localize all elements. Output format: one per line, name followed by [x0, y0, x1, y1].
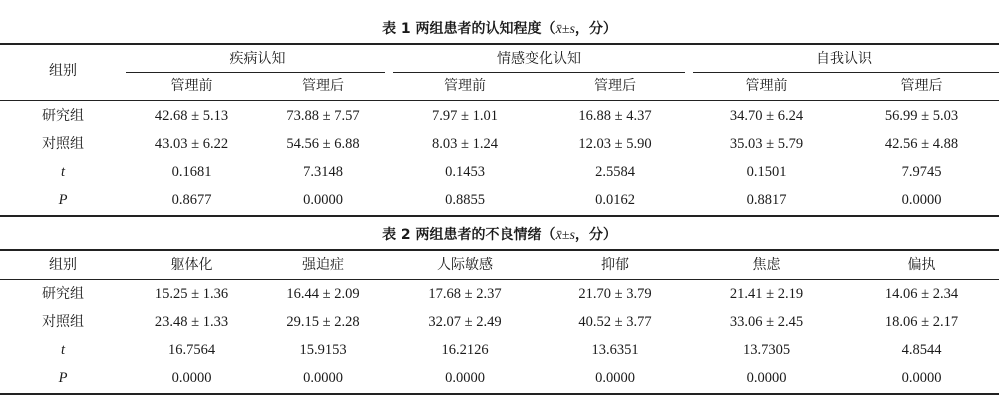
table1-domain-header: 自我认识 — [816, 51, 872, 67]
table2-row-label: 对照组 — [42, 314, 84, 330]
table1-caption-prefix: 表 1 两组患者的认知程度（ — [382, 21, 556, 37]
table1-cell: 56.99 ± 5.03 — [884, 108, 959, 124]
table1-row-label: 研究组 — [42, 108, 84, 124]
table1-domain-header: 情感变化认知 — [497, 51, 581, 67]
table1-cell: 0.0000 — [901, 192, 942, 208]
table1-top-rule — [0, 43, 999, 45]
table2-cell: 13.7305 — [742, 342, 791, 358]
table1-cell: 43.03 ± 6.22 — [154, 136, 229, 152]
table1-cell: 0.0000 — [303, 192, 343, 208]
table2-cell: 4.8544 — [901, 342, 942, 358]
table2-cell: 33.06 ± 2.45 — [729, 314, 804, 330]
table1-cell: 7.97 ± 1.01 — [432, 108, 498, 124]
table2-cell: 15.9153 — [299, 342, 347, 358]
table2-header: 抑郁 — [601, 257, 629, 273]
table2-header-rule — [0, 279, 999, 280]
table1-domain-header: 疾病认知 — [229, 51, 286, 67]
table1-cell: 0.0162 — [595, 192, 635, 208]
table1-cell: 42.68 ± 5.13 — [154, 108, 229, 124]
table2-cell: 0.0000 — [595, 370, 635, 386]
table1-caption-suffix: ，分） — [574, 21, 617, 37]
table1-cell: 73.88 ± 7.57 — [286, 108, 360, 124]
table2-cell: 29.15 ± 2.28 — [286, 314, 360, 330]
table2-header: 强迫症 — [302, 257, 344, 273]
table2-bottom-rule — [0, 393, 999, 395]
table2-caption-stat: x̄±s — [555, 228, 575, 243]
table1-bottom-rule — [0, 215, 999, 217]
table2-cell: 13.6351 — [591, 342, 639, 358]
table1-phase-header: 管理后 — [594, 78, 636, 94]
table2-cell: 0.0000 — [445, 370, 485, 386]
table1-cell: 54.56 ± 6.88 — [286, 136, 360, 152]
table1-phase-header: 管理前 — [444, 78, 486, 94]
table1-row-label: 对照组 — [42, 136, 84, 152]
table2-cell: 0.0000 — [303, 370, 343, 386]
table1-group-underline — [393, 72, 685, 73]
table2-cell: 40.52 ± 3.77 — [578, 314, 652, 330]
table1-group-header: 组别 — [49, 63, 77, 79]
table1-cell: 35.03 ± 5.79 — [729, 136, 804, 152]
table1-cell: 8.03 ± 1.24 — [432, 136, 498, 152]
table2-header: 偏执 — [907, 257, 936, 273]
table2-caption-suffix: ，分） — [574, 227, 617, 243]
table1-cell: 16.88 ± 4.37 — [578, 108, 652, 124]
table1-cell: 0.1681 — [171, 164, 212, 180]
table2-cell: 0.0000 — [171, 370, 212, 386]
table2-row-label: 研究组 — [42, 286, 84, 302]
table2-cell: 17.68 ± 2.37 — [428, 286, 502, 302]
table2-cell: 15.25 ± 1.36 — [154, 286, 229, 302]
table1-header-rule — [0, 100, 999, 101]
table2-cell: 18.06 ± 2.17 — [884, 314, 959, 330]
table1-cell: 0.8817 — [746, 192, 787, 208]
table1-phase-header: 管理后 — [900, 78, 943, 94]
table1-cell: 12.03 ± 5.90 — [578, 136, 652, 152]
table1-group-underline — [126, 72, 385, 73]
table2-caption-prefix: 表 2 两组患者的不良情绪（ — [382, 227, 556, 243]
table1-phase-header: 管理前 — [745, 78, 788, 94]
table1-cell: 2.5584 — [595, 164, 635, 180]
table2-caption — [0, 226, 999, 245]
table2-header: 组别 — [49, 257, 77, 273]
table1-cell: 42.56 ± 4.88 — [884, 136, 959, 152]
table2-row-label: P — [58, 370, 68, 386]
table2-cell: 21.70 ± 3.79 — [578, 286, 652, 302]
table2-top-rule — [0, 249, 999, 251]
table2-row-label: t — [60, 342, 66, 358]
table1-group-underline — [693, 72, 999, 73]
table1-caption — [0, 20, 999, 39]
table1-cell: 0.8855 — [445, 192, 485, 208]
table1-cell: 34.70 ± 6.24 — [729, 108, 804, 124]
table1-cell: 0.1453 — [445, 164, 485, 180]
table2-cell: 14.06 ± 2.34 — [884, 286, 959, 302]
table1-phase-header: 管理后 — [302, 78, 344, 94]
table1-row-label: P — [58, 192, 68, 208]
table2-cell: 16.44 ± 2.09 — [286, 286, 360, 302]
table2-cell: 21.41 ± 2.19 — [729, 286, 804, 302]
table1-cell: 7.9745 — [901, 164, 942, 180]
table2-cell: 23.48 ± 1.33 — [154, 314, 229, 330]
table2-header: 躯体化 — [170, 257, 213, 273]
table2-cell: 16.7564 — [167, 342, 216, 358]
table2-cell: 16.2126 — [441, 342, 489, 358]
table2-cell: 0.0000 — [901, 370, 942, 386]
table1-row-label: t — [60, 164, 66, 180]
table1-caption-stat: x̄±s — [555, 22, 575, 37]
table1-cell: 0.8677 — [171, 192, 212, 208]
table1-phase-header: 管理前 — [170, 78, 213, 94]
table2-header: 焦虑 — [752, 257, 781, 273]
table1-cell: 0.1501 — [746, 164, 787, 180]
table1-cell: 7.3148 — [303, 164, 343, 180]
table2-cell: 0.0000 — [746, 370, 787, 386]
table2-cell: 32.07 ± 2.49 — [428, 314, 502, 330]
table2-header: 人际敏感 — [437, 257, 493, 273]
